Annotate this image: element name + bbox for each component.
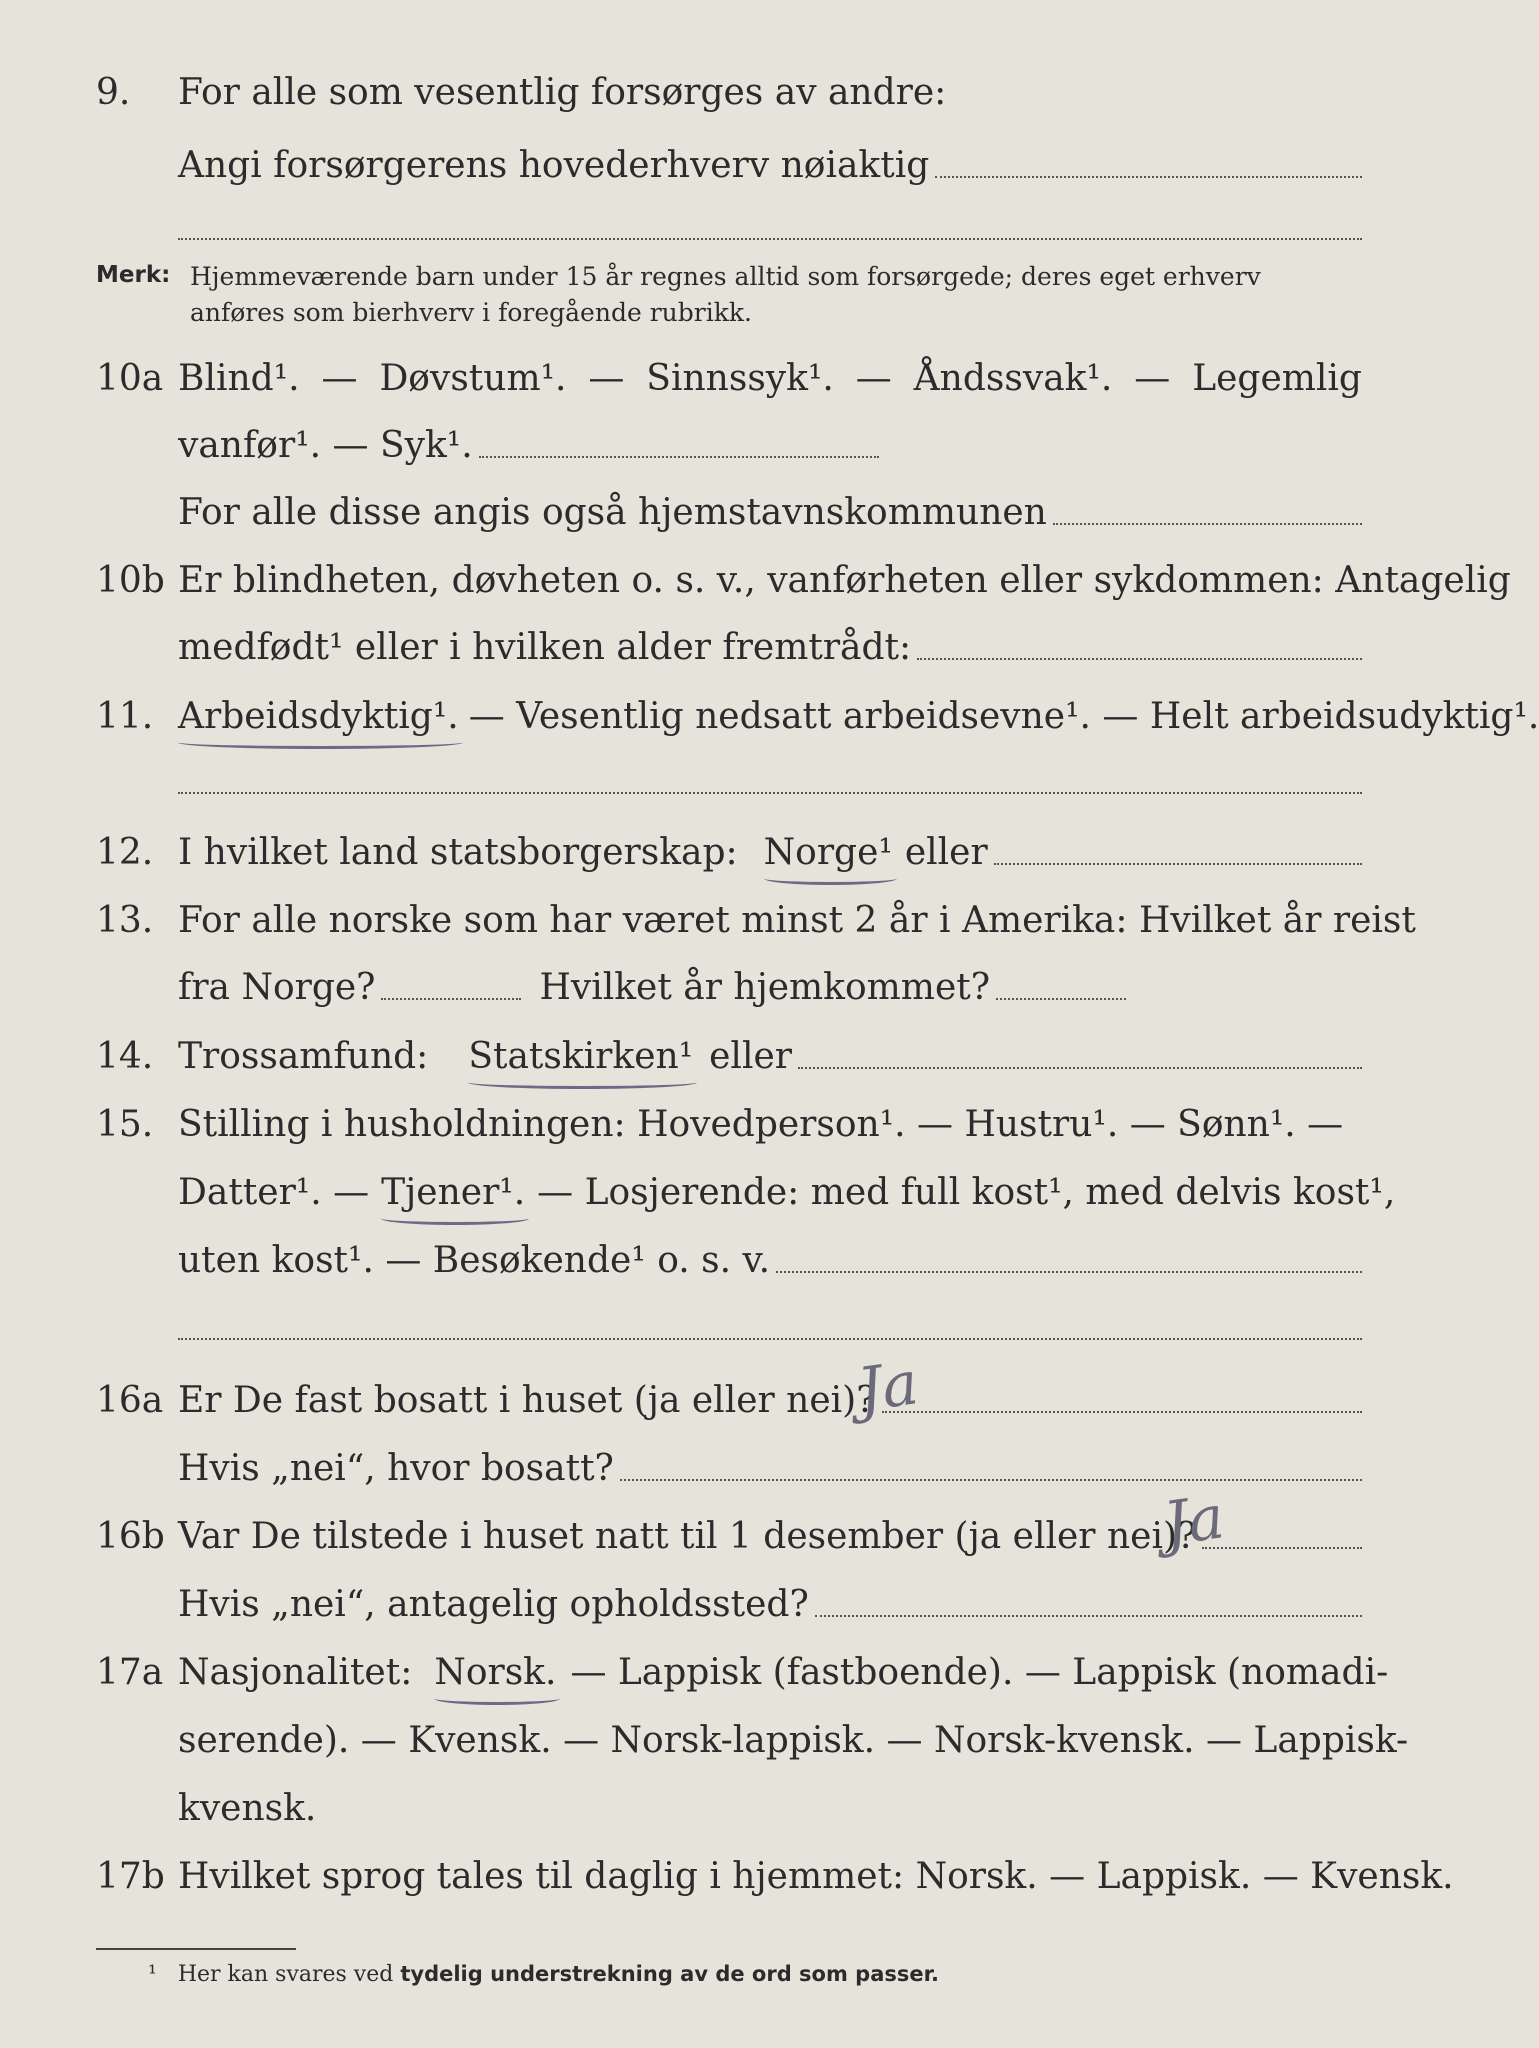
q10a-line1	[178, 358, 1362, 399]
q10a-dash1: —	[321, 358, 358, 399]
q14-answer-line[interactable]	[798, 1067, 1362, 1069]
q16a-answer-line[interactable]	[882, 1411, 1362, 1413]
q12-answer-line[interactable]	[994, 863, 1362, 865]
q13-line1	[178, 900, 1416, 941]
q16a-line2	[178, 1448, 1362, 1489]
q17a-line1rest: — Lappisk (fastboende). — Lappisk (nomadi-	[570, 1652, 1389, 1693]
q13-text2a: fra Norge?	[178, 967, 376, 1008]
q9-line1	[178, 72, 1362, 113]
q16a-number: 16a	[96, 1380, 164, 1421]
q10a-text3: For alle disse angis også hjemstavnskommunen	[178, 492, 1047, 533]
q17b-number: 17b	[96, 1856, 165, 1897]
q16b-text1: Var De tilstede i huset natt til 1 desember (ja eller nei)?	[178, 1516, 1197, 1557]
q12-post: eller	[904, 832, 988, 873]
merk-line2: anføres som bierhverv i foregående rubrikk.	[190, 298, 752, 327]
q9-answer-line[interactable]	[935, 176, 1362, 178]
q14-post: eller	[709, 1036, 792, 1077]
q10a-syk-answer-line[interactable]	[479, 456, 879, 458]
q16a-bosatt-answer-line[interactable]	[620, 1479, 1362, 1481]
q10a-line2	[178, 425, 1362, 466]
q9-text2: Angi forsørgerens hovederhverv nøiaktig	[178, 145, 930, 186]
q17a-line2	[178, 1720, 1409, 1761]
footnote-bold: tydelig understrekning av de ord som passer.	[400, 1962, 939, 1986]
q10a-opt-blind: Blind¹.	[178, 358, 300, 399]
q10b-text1: Er blindheten, døvheten o. s. v., vanførheten eller sykdommen: Antagelig	[178, 560, 1511, 601]
footnote-pre: Her kan svares ved	[177, 1962, 394, 1987]
q16a-handwritten-answer: Ja	[853, 1348, 923, 1426]
q13-hjemkommet-answer-line[interactable]	[996, 998, 1126, 1000]
q15-text2a: Datter¹. —	[178, 1172, 370, 1213]
q10a-text2: vanfør¹. — Syk¹.	[178, 425, 473, 466]
q12-number: 12.	[96, 832, 154, 873]
q17a-text3: kvensk.	[178, 1788, 317, 1829]
q17b-text1: Hvilket sprog tales til daglig i hjemmet: Norsk. — Lappisk. — Kvensk.	[178, 1856, 1454, 1897]
q13-number: 13.	[96, 900, 154, 941]
q12-pre: I hvilket land statsborgerskap:	[178, 832, 738, 873]
q17a-opt-norsk[interactable]: Norsk.	[434, 1652, 557, 1693]
q10b-text2: medfødt¹ eller i hvilken alder fremtrådt:	[178, 627, 912, 668]
q15-text1: Stilling i husholdningen: Hovedperson¹. — Hustru¹. — Sønn¹. —	[178, 1104, 1344, 1145]
q11-rest: — Vesentlig nedsatt arbeidsevne¹. — Helt arbeidsudyktig¹.	[468, 696, 1539, 737]
q17a-number: 17a	[96, 1652, 164, 1693]
q16b-handwritten-answer: Ja	[1159, 1482, 1229, 1560]
q13-reist-answer-line[interactable]	[381, 998, 521, 1000]
q11-number: 11.	[96, 696, 154, 737]
q10a-number: 10a	[96, 358, 164, 399]
q10b-answer-line[interactable]	[917, 658, 1362, 660]
q10a-kommune-answer-line[interactable]	[1053, 523, 1362, 525]
q16b-number: 16b	[96, 1516, 165, 1557]
q10a-dash2: —	[588, 358, 625, 399]
q10a-line3	[178, 492, 1362, 533]
footnote	[148, 1962, 939, 1987]
q13-text2b: Hvilket år hjemkommet?	[539, 967, 991, 1008]
q11-line1	[178, 696, 1539, 737]
q12-opt-norge[interactable]: Norge¹	[763, 832, 893, 873]
q11-opt-arbeidsdyktig[interactable]: Arbeidsdyktig¹.	[178, 696, 459, 737]
merk-line1: Hjemmeværende barn under 15 år regnes alltid som forsørgede; deres eget erhverv	[190, 262, 1261, 291]
q16a-text1: Er De fast bosatt i huset (ja eller nei)?	[178, 1380, 876, 1421]
q16a-line1	[178, 1380, 1362, 1421]
q10a-opt-sinnssyk: Sinnssyk¹.	[646, 358, 834, 399]
q15-text3: uten kost¹. — Besøkende¹ o. s. v.	[178, 1240, 771, 1281]
q9-number: 9.	[96, 72, 131, 113]
q13-line2	[178, 967, 1362, 1008]
q17a-text2: serende). — Kvensk. — Norsk-lappisk. — Norsk-kvensk. — Lappisk-	[178, 1720, 1409, 1761]
q14-pre: Trossamfund:	[178, 1036, 429, 1077]
footnote-rule	[96, 1948, 296, 1950]
q14-number: 14.	[96, 1036, 154, 1077]
q9-answer-rule[interactable]	[178, 238, 1362, 240]
q15-line2	[178, 1172, 1396, 1213]
q10b-number: 10b	[96, 560, 165, 601]
q13-text1: For alle norske som har været minst 2 år i Amerika: Hvilket år reist	[178, 900, 1416, 941]
q14-opt-statskirken[interactable]: Statskirken¹	[468, 1036, 694, 1077]
q10b-line1	[178, 560, 1511, 601]
q14-line1	[178, 1036, 1362, 1077]
q10b-line2	[178, 627, 1362, 668]
q10a-opt-dovstum: Døvstum¹.	[379, 358, 567, 399]
q15-line1	[178, 1104, 1362, 1145]
q10a-dash4: —	[1134, 358, 1171, 399]
q15-number: 15.	[96, 1104, 154, 1145]
q17a-pre: Nasjonalitet:	[178, 1652, 413, 1693]
q15-text2b: — Losjerende: med full kost¹, med delvis kost¹,	[537, 1172, 1396, 1213]
footnote-mark: ¹	[148, 1962, 157, 1987]
q9-text1: For alle som vesentlig forsørges av andre:	[178, 72, 947, 113]
q10a-dash3: —	[855, 358, 892, 399]
q17a-line3	[178, 1788, 1362, 1829]
q15-opt-tjener[interactable]: Tjener¹.	[381, 1172, 526, 1213]
q17b-line1	[178, 1856, 1454, 1897]
q10a-opt-legemlig: Legemlig	[1192, 358, 1362, 399]
q11-answer-rule[interactable]	[178, 792, 1362, 794]
q9-line2	[178, 145, 1362, 186]
q16a-text2: Hvis „nei“, hvor bosatt?	[178, 1448, 614, 1489]
q16b-text2: Hvis „nei“, antagelig opholdssted?	[178, 1584, 809, 1625]
q15-line3	[178, 1240, 1362, 1281]
q12-line1	[178, 832, 1362, 873]
q16b-opholdssted-answer-line[interactable]	[815, 1615, 1362, 1617]
q16b-line2	[178, 1584, 1362, 1625]
merk-label: Merk:	[96, 262, 171, 288]
q17a-line1	[178, 1652, 1389, 1693]
q10a-opt-andssvak: Åndssvak¹.	[913, 358, 1113, 399]
q15-answer-line[interactable]	[776, 1271, 1362, 1273]
q15-answer-rule[interactable]	[178, 1338, 1362, 1340]
